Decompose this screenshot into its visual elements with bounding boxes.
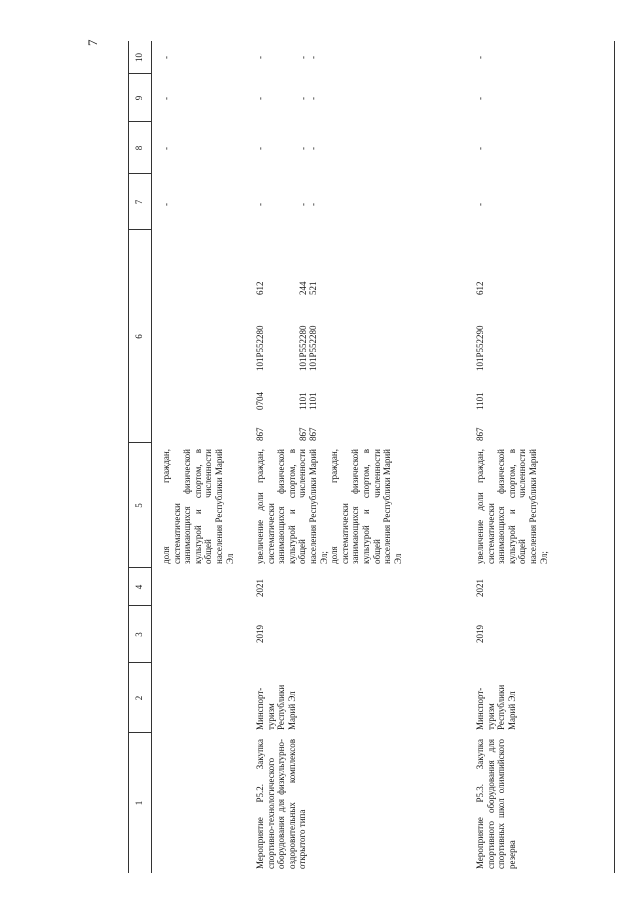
- measure-cell: Мероприятие P5.3. Закупка спортивного оборудования для спортивных школ олимпийского резерва: [475, 739, 517, 869]
- header-col-7: 7: [134, 199, 144, 205]
- table-row-p5-2: [251, 41, 467, 873]
- end-year-cell: 2021: [255, 579, 265, 597]
- value-col9: -: [475, 97, 485, 100]
- value-col7: -: [475, 203, 485, 206]
- value-col8: -: [298, 147, 308, 150]
- header-col-5: 5: [134, 503, 144, 508]
- expense-type-code: 612: [475, 281, 485, 295]
- value-col7: -: [298, 203, 308, 206]
- value-col7: -: [255, 203, 265, 206]
- section-code: 1101: [475, 392, 485, 410]
- value-col8: -: [475, 147, 485, 150]
- section-code: 1101: [298, 392, 308, 410]
- indicator-cell: увеличение доли граждан, систематически занимающихся физической культурой и спортом, в общей численности населения Республики Марий Эл;: [475, 446, 549, 564]
- value-col9: -: [308, 97, 318, 100]
- table-row-continuation: [155, 41, 247, 873]
- end-year-cell: 2021: [475, 579, 485, 597]
- start-year-cell: 2019: [475, 625, 485, 643]
- value-col10: -: [161, 56, 171, 59]
- value-col9: -: [161, 97, 171, 100]
- value-col8: -: [255, 147, 265, 150]
- expense-type-code: 521: [308, 281, 318, 295]
- header-col-2: 2: [134, 695, 144, 701]
- program-table: [128, 41, 615, 873]
- indicator-cell: увеличение доли граждан, систематически занимающихся физической культурой и спортом, в общей численности населения Республики Марий Эл; доля граждан, систематически занимающихся физической культурой и спортом, в общей численности населения Республики Марий Эл: [255, 449, 403, 564]
- grbs-code: 867: [255, 427, 265, 441]
- executor-cell: Минспорт-туризм Республики Марий Эл: [255, 684, 297, 730]
- section-code: 1101: [308, 392, 318, 410]
- header-col-3: 3: [134, 632, 144, 637]
- value-col10: -: [475, 56, 485, 59]
- grbs-code: 867: [308, 427, 318, 441]
- value-col8: -: [161, 147, 171, 150]
- table-header-row: [129, 41, 152, 873]
- target-code: 101P552280: [298, 325, 308, 371]
- header-col-10: 10: [134, 53, 144, 62]
- header-col-8: 8: [134, 145, 144, 151]
- value-col8: -: [308, 147, 318, 150]
- target-code: 101P552280: [255, 325, 265, 371]
- header-col-6: 6: [134, 334, 144, 339]
- indicator-cell: доля граждан, систематически занимающихся физической культурой и спортом, в общей численности населения Республики Марий Эл: [161, 449, 235, 564]
- executor-cell: Минспорт-туризм Республики Марий Эл: [475, 684, 517, 730]
- expense-type-code: 244: [298, 281, 308, 295]
- header-col-1: 1: [134, 800, 144, 806]
- section-code: 0704: [255, 392, 265, 410]
- page-number: 7: [85, 39, 100, 46]
- target-code: 101P552290: [475, 325, 485, 371]
- value-col9: -: [255, 97, 265, 100]
- expense-type-code: 612: [255, 281, 265, 295]
- value-col7: -: [308, 203, 318, 206]
- value-col10: -: [308, 56, 318, 59]
- target-code: 101P552280: [308, 325, 318, 371]
- measure-cell: Мероприятие P5.2. Закупка спортивно-технологического оборудования для физкультурно-оздоровительных комплексов открытого типа: [255, 739, 308, 869]
- table-row-p5-3: [471, 41, 611, 873]
- grbs-code: 867: [298, 427, 308, 441]
- grbs-code: 867: [475, 427, 485, 441]
- value-col10: -: [255, 56, 265, 59]
- start-year-cell: 2019: [255, 625, 265, 643]
- value-col10: -: [298, 56, 308, 59]
- header-col-9: 9: [134, 95, 144, 101]
- value-col9: -: [298, 97, 308, 100]
- header-col-4: 4: [134, 584, 144, 590]
- value-col7: -: [161, 203, 171, 206]
